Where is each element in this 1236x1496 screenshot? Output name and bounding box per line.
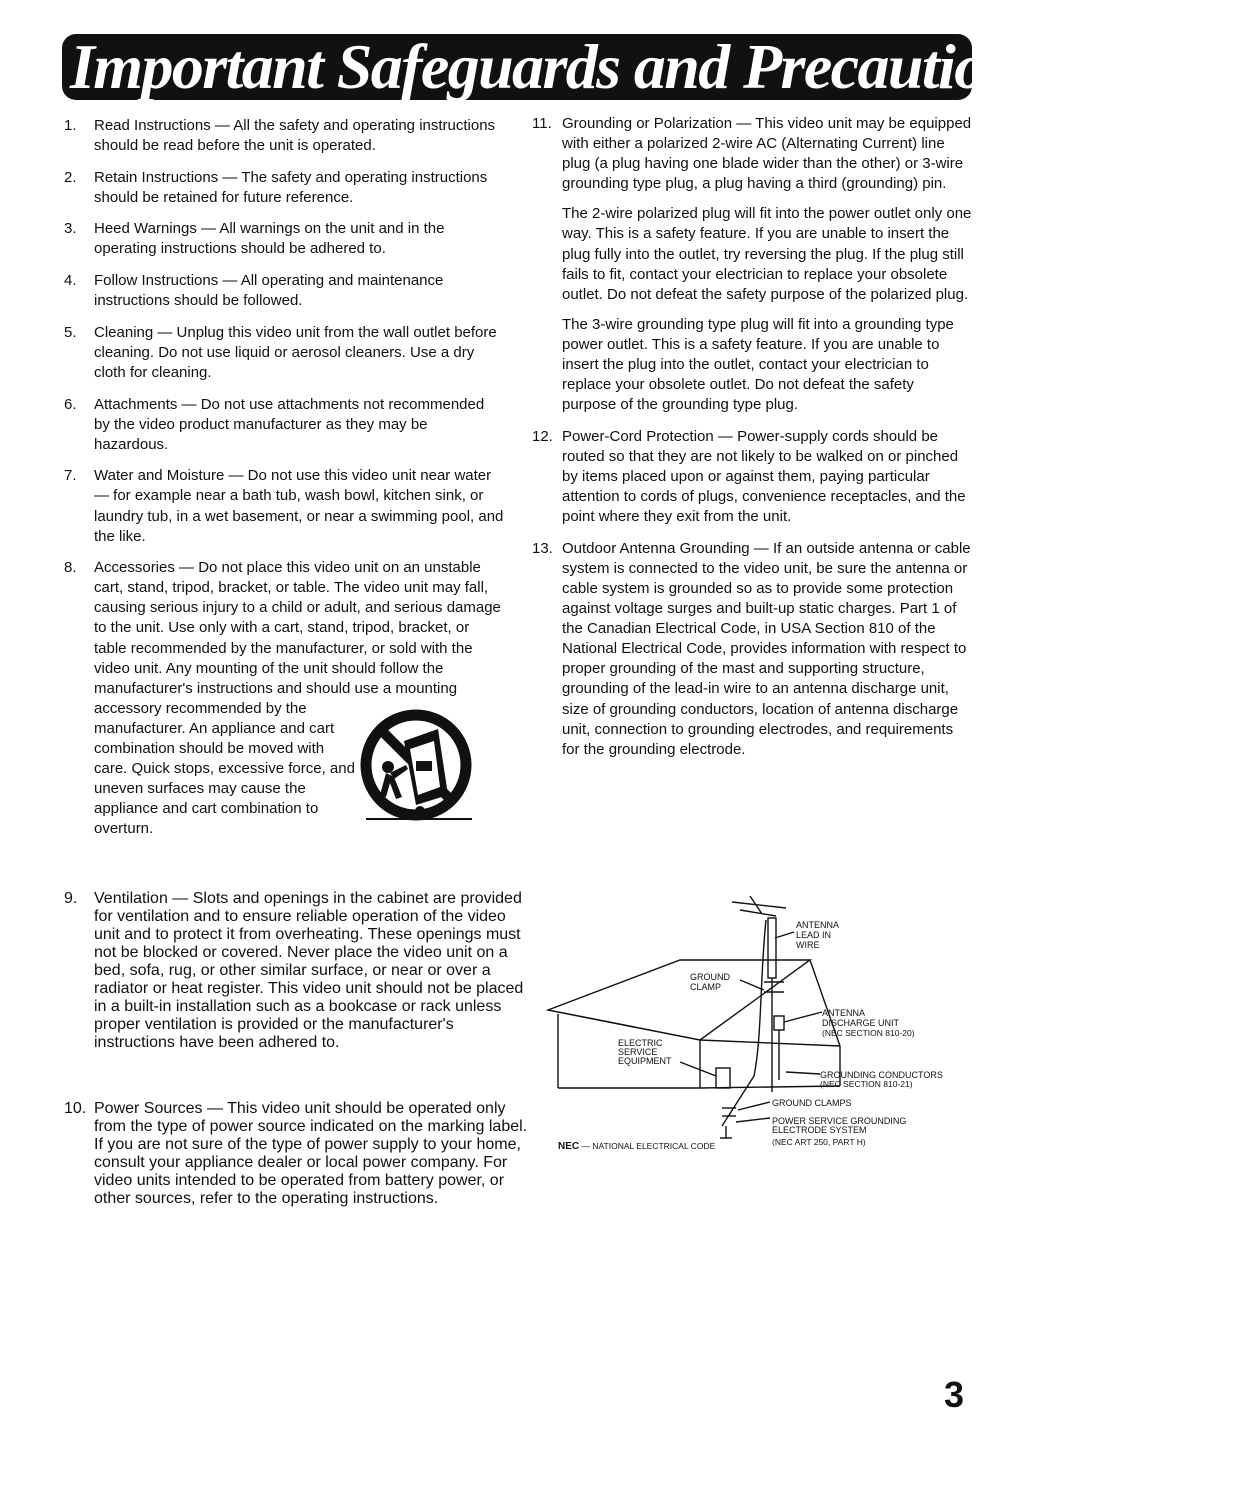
item-paragraph: The 3-wire grounding type plug will fit into a grounding type power outlet. This is a safety feature. If you are unable to insert the plug into the outlet, contact your electrician to replace your obsolete outlet. Do not defeat the safety purpose of the grounding type plug. (562, 315, 954, 414)
power-service-label: (NEC ART 250, PART H) (772, 1137, 866, 1147)
item-paragraph: The 2-wire polarized plug will fit into the power outlet only one way. This is a safety feature. If you are unable to insert the plug fully into the outlet, try reversing the plug. If the plug still fails to fit, contact your electrician to replace your obsolete outlet. Do not defeat the safety purpose of the polarized plug. (562, 205, 972, 303)
item-text: Heed Warnings — All warnings on the unit and in the operating instructions should be adhered to. (94, 220, 445, 258)
antenna-grounding-diagram (540, 896, 970, 1158)
item-text: Retain Instructions — The safety and operating instructions should be retained for future reference. (94, 168, 488, 206)
nec-definition: — NATIONAL ELECTRICAL CODE (579, 1141, 716, 1151)
electric-service-label: ELECTRIC (618, 1038, 663, 1048)
item-number: 12. (532, 427, 553, 445)
diagram-labels (558, 920, 943, 1152)
item-number: 7. (64, 467, 77, 485)
item-text: Read Instructions — All the safety and operating instructions should be read before the unit is operated. (94, 117, 496, 155)
right-column (532, 114, 972, 771)
item-number: 6. (64, 395, 77, 413)
list-item-grounding (532, 114, 972, 415)
item-text: Cleaning — Unplug this video unit from the wall outlet before cleaning. Do not use liquid or aerosol cleaners. Use a dry cloth for cleaning. (94, 323, 497, 381)
list-item-ventilation (64, 890, 534, 1052)
ground-clamp-label: CLAMP (690, 982, 722, 992)
list-item-antenna-grounding (532, 539, 972, 760)
item-text: Grounding or Polarization — This video unit may be equipped with either a polarized 2-wire AC (Alternating Current) line plug (a plug having one blade wider than the other) or 3-wire grounding type plug, a plug having a third (grounding) pin. (562, 115, 972, 193)
item-number: 5. (64, 323, 77, 341)
item-text: Power-Cord Protection — Power-supply cords should be routed so that they are not likely to be walked on or pinched by items placed upon or against them, paying particular attention to cords of plugs, convenience receptacles, and the point where they exit from the unit. (562, 427, 966, 526)
discharge-unit-label: DISCHARGE UNIT (822, 1018, 900, 1028)
item-number: 1. (64, 117, 77, 134)
list-item (64, 466, 504, 546)
list-item-accessories (64, 558, 504, 839)
list-item-power-cord (532, 427, 972, 527)
item-text: Attachments — Do not use attachments not recommended by the video product manufacturer as they may be hazardous. (94, 395, 485, 453)
list-item (64, 395, 504, 455)
grounding-conductors-label: (NEC SECTION 810-21) (820, 1079, 913, 1089)
ground-clamps-label: GROUND CLAMPS (772, 1098, 852, 1108)
ground-clamp-label: GROUND (690, 972, 730, 982)
item-number: 13. (532, 539, 553, 557)
item-number: 2. (64, 168, 77, 186)
list-item (64, 219, 504, 259)
grounding-conductors-label: GROUNDING CONDUCTORS (820, 1070, 943, 1080)
title-banner (62, 31, 1042, 102)
item-number: 3. (64, 220, 77, 238)
electric-service-label: EQUIPMENT (618, 1056, 672, 1066)
page-title: Important Safeguards and Precautions (70, 31, 1042, 102)
discharge-unit-label: (NEC SECTION 810-20) (822, 1028, 915, 1038)
item-text: Accessories — Do not place this video unit on an unstable cart, stand, tripod, bracket, or table. The video unit may fall, causing serious injury to a child or adult, and serious damage to the unit. Use only with a cart, stand, tripod, bracket, or table recommended by the manufacturer, or sold with the video unit. Any mounting of the unit should follow the manufacturer's instructions and should use a mounting (94, 559, 501, 697)
antenna-lead-in-label: WIRE (796, 940, 820, 950)
list-item-power-sources (64, 1100, 534, 1208)
electric-service-label: SERVICE (618, 1047, 658, 1057)
list-item (64, 323, 504, 383)
list-item (64, 168, 504, 208)
cart-tipover-warning-icon (356, 707, 474, 825)
page-number: 3 (944, 1374, 965, 1415)
antenna-lead-in-label: LEAD IN (796, 930, 832, 940)
item-number: 4. (64, 272, 77, 290)
power-service-label: ELECTRODE SYSTEM (772, 1125, 867, 1135)
item-text: Outdoor Antenna Grounding — If an outside antenna or cable system is connected to the video unit, be sure the antenna or cable system is grounded so as to provide some protection against voltage surges and built-up static charges. Part 1 of the Canadian Electrical Code, in USA Section 810 of the National Electrical Code, provides information with respect to proper grounding of the mast and supporting structure, grounding of the lead-in wire to an antenna discharge unit, size of grounding conductors, location of antenna discharge unit, connection to grounding electrodes, and requirements for the grounding electrode. (562, 539, 971, 758)
item-text: Follow Instructions — All operating and maintenance instructions should be followed. (94, 272, 444, 310)
accessories-lower (94, 699, 504, 840)
item-number: 8. (64, 559, 77, 577)
item-number: 10. (64, 1100, 87, 1117)
item-text: Water and Moisture — Do not use this video unit near water — for example near a bath tub, wash bowl, kitchen sink, or laundry tub, in a wet basement, or near a swimming pool, and the like. (94, 467, 504, 545)
item-text: Ventilation — Slots and openings in the cabinet are provided for ventilation and to ensure reliable operation of the video unit and to protect it from overheating. These openings must not be blocked or covered. Never place the video unit on a bed, sofa, rug, or other similar surface, or near or over a radiator or heat register. This video unit should not be placed in a built-in installation such as a bookcase or rack unless proper ventilation is provided or the manufacturer's instructions have been adhered to. (94, 890, 524, 1051)
list-item (64, 116, 504, 156)
item-text: Power Sources — This video unit should be operated only from the type of power source indicated on the marking label. If you are not sure of the type of power supply to your home, consult your appliance dealer or local power company. For video units intended to be operated from battery power, or other sources, refer to the operating instructions. (94, 1100, 528, 1207)
item-number: 9. (64, 890, 78, 907)
power-service-label: POWER SERVICE GROUNDING (772, 1116, 907, 1126)
nec-footnote (558, 1141, 716, 1152)
item-text-continued: accessory recommended by the manufacturer. An appliance and cart combination should be moved with care. Quick stops, excessive force, and uneven surfaces may cause the appliance and cart combination to overturn. (94, 699, 355, 838)
item-number: 11. (532, 115, 552, 132)
left-column (64, 116, 504, 851)
antenna-lead-in-label: ANTENNA (796, 920, 840, 930)
nec-abbrev: NEC (558, 1141, 580, 1152)
list-item (64, 271, 504, 311)
discharge-unit-label: ANTENNA (822, 1008, 866, 1018)
